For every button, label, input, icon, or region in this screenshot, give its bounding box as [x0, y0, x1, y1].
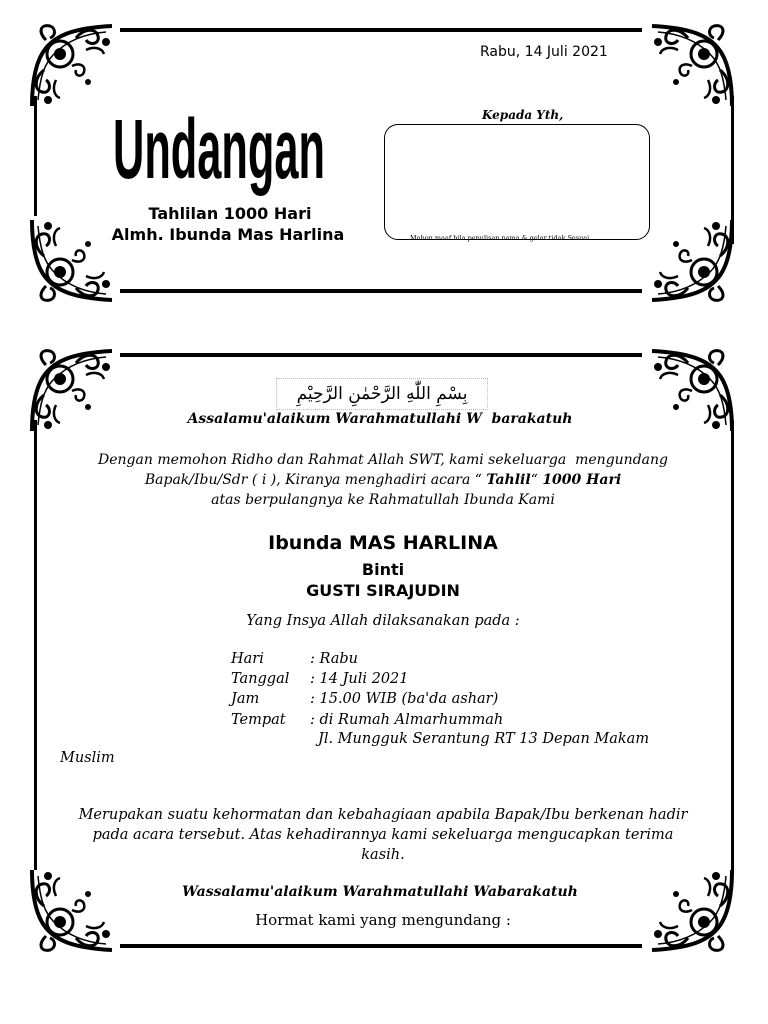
signoff: Hormat kami yang mengundang : [255, 911, 511, 929]
corner-ornament-icon [26, 864, 118, 956]
intro-line-3: atas berpulangnya ke Rahmatullah Ibunda Kami [211, 492, 555, 508]
event-type: Tahlil [486, 472, 531, 488]
binti-label: Binti [361, 560, 405, 579]
father-name: GUSTI SIRAJUDIN [306, 581, 460, 600]
cover-left-border [34, 96, 37, 216]
cover-subtitle-1: Tahlilan 1000 Hari [148, 204, 312, 223]
farewell: Wassalamu'alaikum Warahmatullahi Wabarakatuh [182, 884, 578, 900]
intro-line-2-a: Bapak/Ibu/Sdr ( i ), Kiranya menghadiri acara “ [144, 472, 487, 488]
address-box[interactable] [384, 124, 650, 240]
letter-bottom-border [120, 944, 642, 948]
letter-top-border [120, 353, 642, 357]
address-continuation-2: Muslim [60, 750, 115, 766]
cover-title [108, 80, 330, 202]
closing-paragraph [40, 805, 726, 865]
greeting: Assalamu'alaikum Warahmatullahi W barakatuh [187, 411, 573, 427]
closing-line-3: kasih. [361, 847, 405, 863]
kepada-label: Kepada Yth, [482, 108, 564, 122]
schedule-value-time: : 15.00 WIB (ba'da ashar) [310, 691, 499, 707]
corner-ornament-icon [646, 864, 738, 956]
intro-line-2-c: “ [530, 472, 543, 488]
schedule-value-day: : Rabu [310, 651, 359, 667]
basmalah: بِسْمِ اللّٰهِ الرَّحْمٰنِ الرَّحِيْمِ [276, 378, 488, 410]
schedule-label-time: Jam [231, 691, 260, 707]
corner-ornament-icon [646, 214, 738, 306]
intro-line-1: Dengan memohon Ridho dan Rahmat Allah SWT, kami sekeluarga mengundang [98, 452, 668, 468]
corner-ornament-icon [26, 20, 118, 112]
intro-paragraph [40, 450, 726, 510]
closing-line-2: pada acara tersebut. Atas kehadirannya kami sekeluarga mengucapkan terima [92, 827, 674, 843]
letter-right-border [731, 420, 734, 870]
schedule-label-day: Hari [231, 651, 264, 667]
schedule-value-place: : di Rumah Almarhummah [310, 712, 504, 728]
closing-line-1: Merupakan suatu kehormatan dan kebahagiaan apabila Bapak/Ibu berkenan hadir [78, 807, 688, 823]
cover-date: Rabu, 14 Juli 2021 [480, 44, 608, 60]
held-intro: Yang Insya Allah dilaksanakan pada : [246, 613, 520, 629]
address-continuation: Jl. Mungguk Serantung RT 13 Depan Makam [318, 731, 650, 747]
event-day-count: 1000 Hari [542, 472, 622, 488]
schedule-label-place: Tempat [231, 712, 286, 728]
letter-left-border [34, 420, 37, 870]
schedule-value-date: : 14 Juli 2021 [310, 671, 409, 687]
corner-ornament-icon [646, 20, 738, 112]
cover-bottom-border [120, 289, 642, 293]
schedule-label-date: Tanggal [231, 671, 290, 687]
cover-top-border [120, 28, 642, 32]
address-note: Mohon maaf bila penulisan nama & gelar tidak Sesuai [410, 234, 590, 242]
intro-line-2 [40, 470, 726, 490]
deceased-name: Ibunda MAS HARLINA [268, 532, 498, 554]
cover-title-text: Undangan [113, 102, 325, 196]
cover-subtitle-2: Almh. Ibunda Mas Harlina [111, 225, 345, 244]
